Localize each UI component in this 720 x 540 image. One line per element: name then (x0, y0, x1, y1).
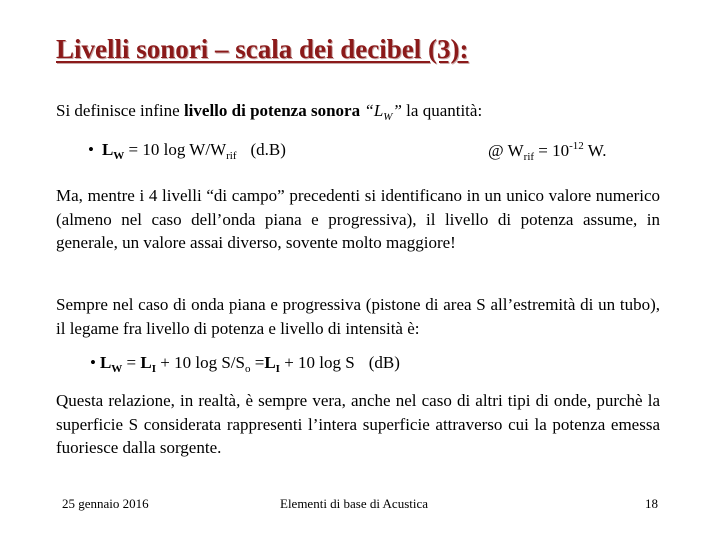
paragraph-levels: Ma, mentre i 4 livelli “di campo” precedenti si identificano in un unico valore numerico (almeno nel caso dell’onda piana e progressiva), il livello di potenza assume, in generale, un valore assai diverso, sovente molto maggiore! (56, 186, 660, 252)
formula-power-level: • $L_W = 10$ $\log W/W_{rif}$ (d.B) (88, 140, 286, 162)
bullet-dot: • (90, 353, 96, 372)
footer-title: Elementi di base di Acustica (280, 496, 429, 511)
formula2-unit: (dB) (368, 353, 400, 372)
paragraph-relation: Sempre nel caso di onda piana e progressiva (pistone di area S all’estremità di un tubo), il legame fra livello di potenza e livello di intensità è: (56, 295, 660, 338)
paragraph-conclusion: Questa relazione, in realtà, è sempre vera, anche nel caso di altri tipi di onde, purchè la superficie S considerata rappresenti l’intera superficie attraverso cui la potenza emessa fuoriesce dalla sorgente. (56, 391, 660, 457)
reference-power: @ $W_{rif} = 10^{-12}$ W. (488, 140, 607, 163)
footer-page-number: 18 (645, 496, 658, 511)
formula1-unit: (d.B) (250, 140, 286, 159)
intro-lead: Si definisce infine (56, 101, 184, 120)
intro-tail: la quantità: (401, 101, 483, 120)
intro-symbol: “$L_W$” (360, 101, 402, 123)
intro-bold-term: livello di potenza sonora (183, 101, 361, 120)
bullet-dot: • (88, 140, 94, 159)
intro-text (56, 99, 660, 130)
footer-date: 25 gennaio 2016 (62, 496, 149, 511)
formula-power-intensity: • $L_W = L_I + 10$ $\log S/S_o =L_I + 10$ log S (dB) (90, 353, 400, 375)
slide-title: Livelli sonori – scala dei decibel (3): (56, 34, 469, 64)
